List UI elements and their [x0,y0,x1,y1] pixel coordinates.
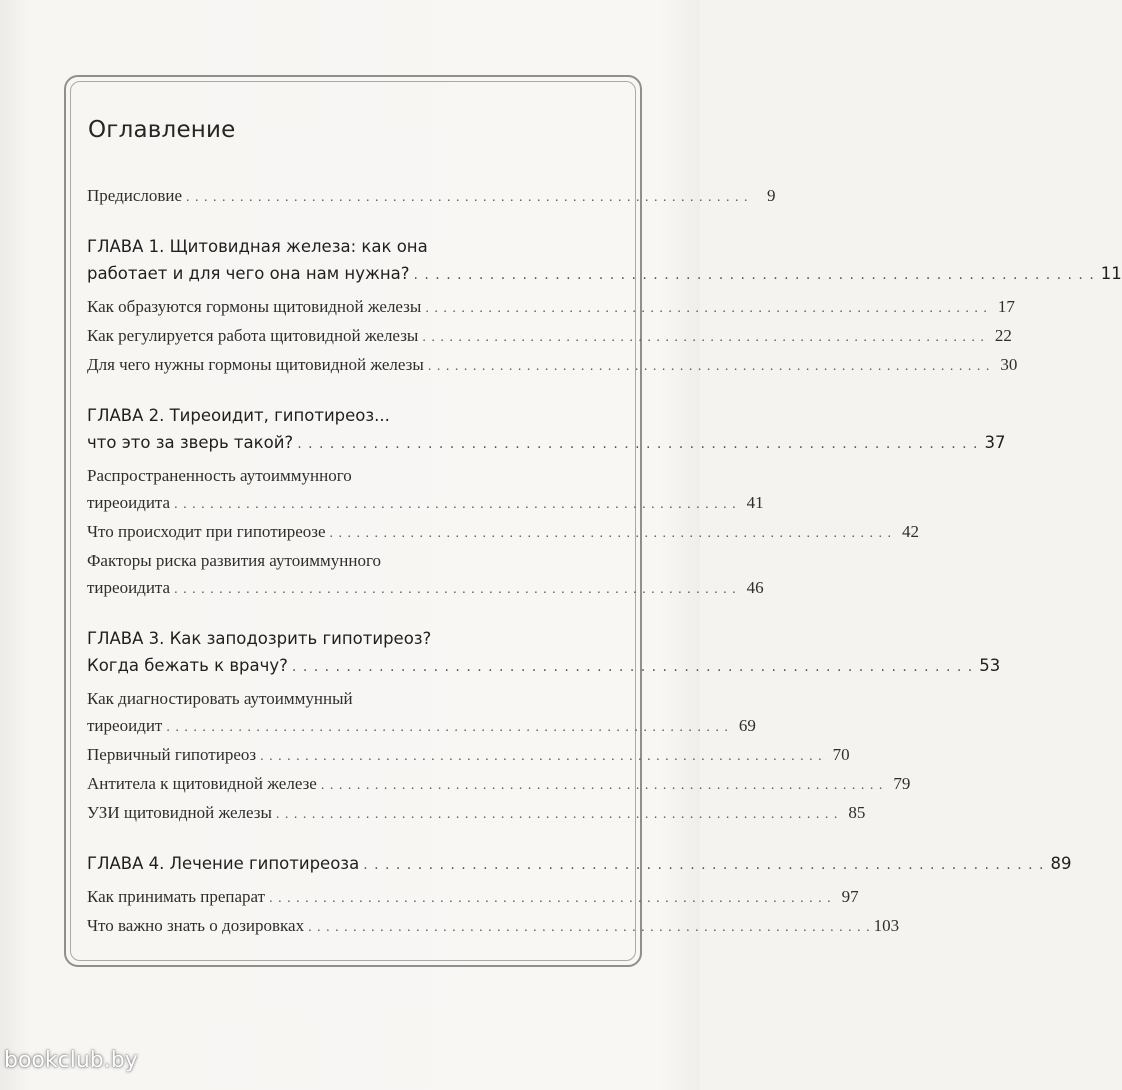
toc-entry [87,883,859,912]
dot-leader [414,262,1094,289]
toc-entry [87,799,866,828]
dot-leader [308,914,870,941]
toc-entry-title: Предисловие [87,186,183,205]
toc-entry-title: Что важно знать о дозировках [87,916,305,935]
toc-entry-title: Как образуются гормоны щитовидной железы [87,297,422,316]
toc-page-number: 37 [984,433,1006,452]
toc-entry [87,574,764,603]
dot-leader [269,885,831,912]
toc-entry-title: УЗИ щитовидной железы [87,803,272,822]
toc-entry [87,322,1012,351]
toc-entry [87,489,764,518]
page-title: Оглавление [88,117,236,143]
dot-leader [425,295,987,322]
toc-entry [87,518,920,547]
toc-page-number: 30 [1000,355,1018,374]
toc-page-number: 42 [902,522,920,541]
toc-entry-title-line: Факторы риска развития аутоиммунного [87,551,382,570]
toc-page-number: 89 [1050,854,1072,873]
dot-leader [292,654,972,681]
toc-entry [87,351,1018,380]
toc-entry-title: Первичный гипотиреоз [87,745,257,764]
chapter-title: ГЛАВА 4. Лечение гипотиреоза [87,854,360,873]
chapter-title: Когда бежать к врачу? [87,656,288,675]
toc-entry-chapter [87,850,1072,879]
toc-page-number: 11 [1100,264,1122,283]
toc-page-number: 46 [746,578,764,597]
toc-entry [87,293,1015,322]
toc-page-number: 22 [994,326,1012,345]
table-of-contents [87,182,1122,941]
dot-leader [260,743,822,770]
toc-entry-title: Антитела к щитовидной железе [87,774,317,793]
toc-page-number: 17 [997,297,1015,316]
toc-page-number: 103 [873,916,900,935]
toc-page-number: 69 [738,716,756,735]
chapter-title-line: ГЛАВА 2. Тиреоидит, гипотиреоз... [87,406,390,425]
chapter-title-line: ГЛАВА 3. Как заподозрить гипотиреоз? [87,629,432,648]
dot-leader [186,184,748,211]
dot-leader [174,576,736,603]
chapter-title: работает и для чего она нам нужна? [87,264,410,283]
dot-leader [422,324,984,351]
toc-entry [87,912,900,941]
toc-entry-preface [87,182,776,211]
dot-leader [166,714,728,741]
dot-leader [363,852,1043,879]
dot-leader [428,353,990,380]
toc-entry-title-line: Распространенность аутоиммунного [87,466,352,485]
toc-page-number: 53 [979,656,1001,675]
toc-page-number: 41 [746,493,764,512]
toc-entry-title: Для чего нужны гормоны щитовидной железы [87,355,424,374]
dot-leader [330,520,892,547]
dot-leader [276,801,838,828]
chapter-title: что это за зверь такой? [87,433,294,452]
toc-entry-title: Как регулируется работа щитовидной железы [87,326,419,345]
chapter-title-line: ГЛАВА 1. Щитовидная железа: как она [87,237,428,256]
toc-entry-title: Что происходит при гипотиреозе [87,522,326,541]
dot-leader [174,491,736,518]
toc-entry-chapter [87,429,1006,458]
toc-entry-title-line: Как диагностировать аутоиммунный [87,689,353,708]
site-watermark: bookclub.by [4,1048,138,1073]
toc-entry-title: тиреоидита [87,578,171,597]
toc-page-number: 9 [767,186,776,205]
toc-page-number: 97 [841,887,859,906]
dot-leader [321,772,883,799]
dot-leader [297,431,977,458]
toc-entry-title: тиреоидит [87,716,163,735]
toc-entry [87,741,850,770]
toc-page-number: 79 [893,774,911,793]
toc-entry-chapter [87,260,1122,289]
toc-entry [87,770,911,799]
toc-page-number: 70 [832,745,850,764]
toc-page-number: 85 [848,803,866,822]
toc-entry-chapter [87,652,1001,681]
toc-entry [87,712,756,741]
toc-entry-title: Как принимать препарат [87,887,266,906]
toc-entry-title: тиреоидита [87,493,171,512]
